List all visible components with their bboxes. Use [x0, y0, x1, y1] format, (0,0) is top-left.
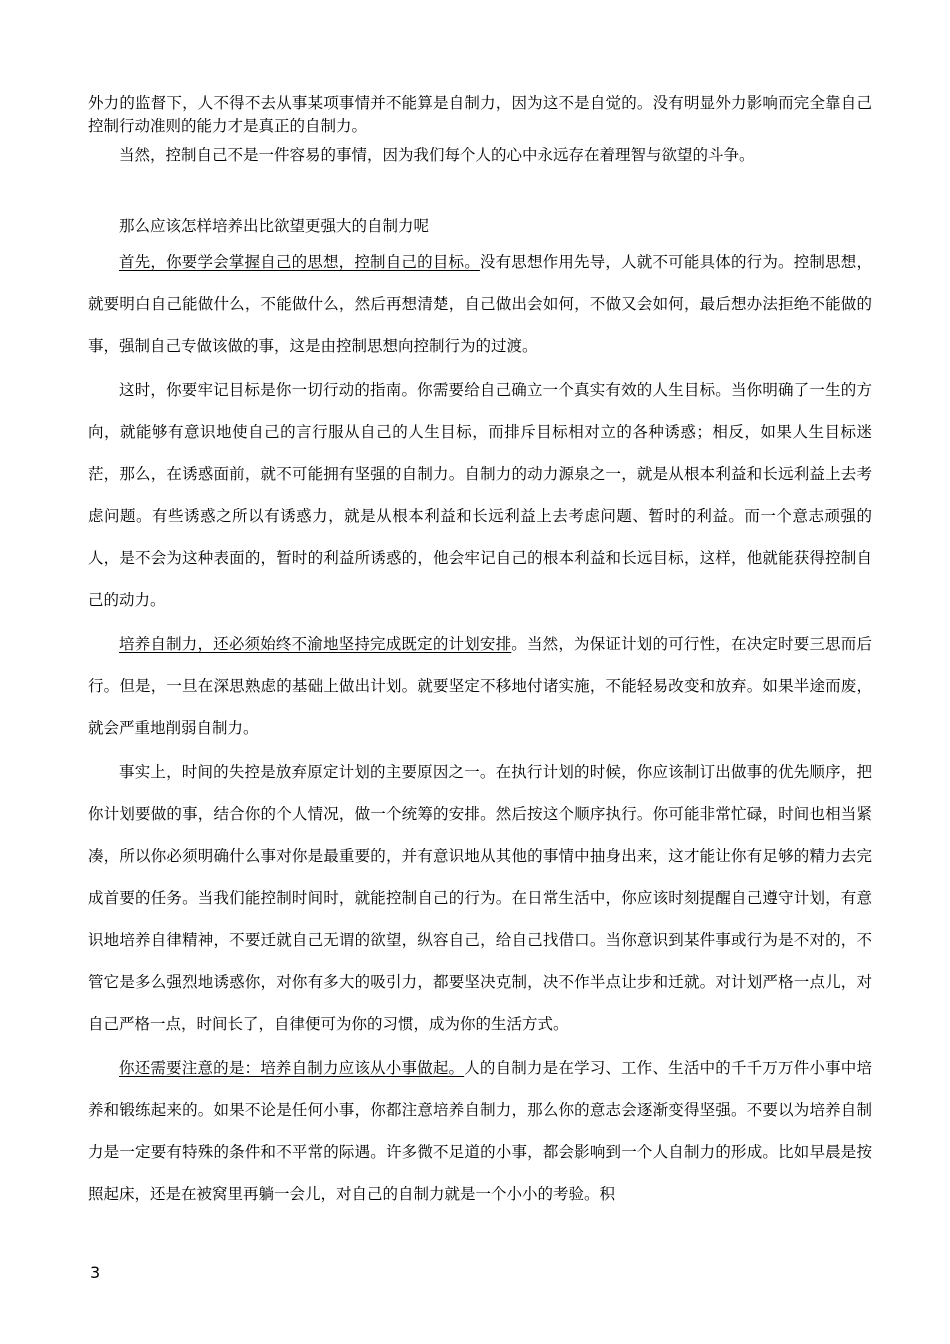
- paragraph-text: 这时，你要牢记目标是你一切行动的指南。你需要给自己确立一个真实有效的人生目标。当你明确了一生的方向，就能够有意识地使自己的言行服从自己的人生目标，而排斥目标相对立的各种诱惑；相反，如果人生目标迷茫，那么，在诱惑面前，就不可能拥有坚强的自制力。自制力的动力源泉之一，就是从根本利益和长远利益上去考虑问题。有些诱惑之所以有诱惑力，就是从根本利益和长远利益上去考虑问题、暂时的利益。而一个意志顽强的人，是不会为这种表面的，暂时的利益所诱惑的，他会牢记自己的根本利益和长远目标，这样，他就能获得控制自己的动力。: [88, 381, 872, 609]
- paragraph-control-thoughts: [88, 241, 872, 367]
- paragraph-2-text: 当然，控制自己不是一件容易的事情，因为我们每个人的心中永远存在着理智与欲望的斗争。: [119, 146, 755, 164]
- paragraph-remember-goals: [88, 369, 872, 621]
- document-body: [88, 92, 872, 1217]
- key-point-underlined: 培养自制力，还必须始终不渝地坚持完成既定的计划安排: [119, 635, 512, 653]
- page-number: 3: [90, 1263, 101, 1282]
- paragraph-2: [88, 144, 872, 167]
- paragraph-text: 人的自制力是在学习、工作、生活中的千千万万件小事中培养和锻练起来的。如果不论是任何小事，你都注意培养自制力，那么你的意志会逐渐变得坚强。不要以为培养自制力是一定要有特殊的条件和不平常的际遇。许多微不足道的小事，都会影响到一个人自制力的形成。比如早晨是按照起床，还是在被窝里再躺一会儿，对自己的自制力就是一个小小的考验。积: [88, 1059, 872, 1203]
- key-point-underlined: 首先，你要学会掌握自己的思想，控制自己的目标。: [119, 253, 480, 271]
- paragraph-follow-plan: [88, 623, 872, 749]
- paragraph-text: 事实上，时间的失控是放弃原定计划的主要原因之一。在执行计划的时候，你应该制订出做事的优先顺序，把你计划要做的事，结合你的个人情况，做一个统筹的安排。然后按这个顺序执行。你可能非常忙碌，时间也相当紧凑，所以你必须明确什么事对你是最重要的，并有意识地从其他的事情中抽身出来，这才能让你有足够的精力去完成首要的任务。当我们能控制时间时，就能控制自己的行为。在日常生活中，你应该时刻提醒自己遵守计划，有意识地培养自律精神，不要迁就自己无谓的欲望，纵容自己，给自己找借口。当你意识到某件事或行为是不对的，不管它是多么强烈地诱惑你，对你有多大的吸引力，都要坚决克制，决不作半点让步和迁就。对计划严格一点儿，对自己严格一点，时间长了，自律便可为你的习惯，成为你的生活方式。: [88, 763, 872, 1033]
- paragraph-1-text: 外力的监督下，人不得不去从事某项事情并不能算是自制力，因为这不是自觉的。没有明显外力影响而完全靠自己控制行动准则的能力才是真正的自制力。: [88, 94, 872, 135]
- paragraph-small-things: [88, 1047, 872, 1215]
- section-question-text: 那么应该怎样培养出比欲望更强大的自制力呢: [119, 217, 430, 235]
- paragraph-time-control: [88, 751, 872, 1045]
- section-question: [88, 215, 872, 238]
- key-point-underlined: 你还需要注意的是：培养自制力应该从小事做起。: [119, 1059, 465, 1077]
- paragraph-text: 。当然，为保证计划的可行性，在决定时要三思而后行。但是，一旦在深思熟虑的基础上做出计划。就要坚定不移地付诸实施，不能轻易改变和放弃。如果半途而废，就会严重地削弱自制力。: [88, 635, 872, 737]
- paragraph-1: [88, 92, 872, 138]
- paragraph-text: 没有思想作用先导，人就不可能具体的行为。控制思想，就要明白自己能做什么，不能做什么，然后再想清楚，自己做出会如何，不做又会如何，最后想办法拒绝不能做的事，强制自己专做该做的事，这是由控制思想向控制行为的过渡。: [88, 253, 872, 355]
